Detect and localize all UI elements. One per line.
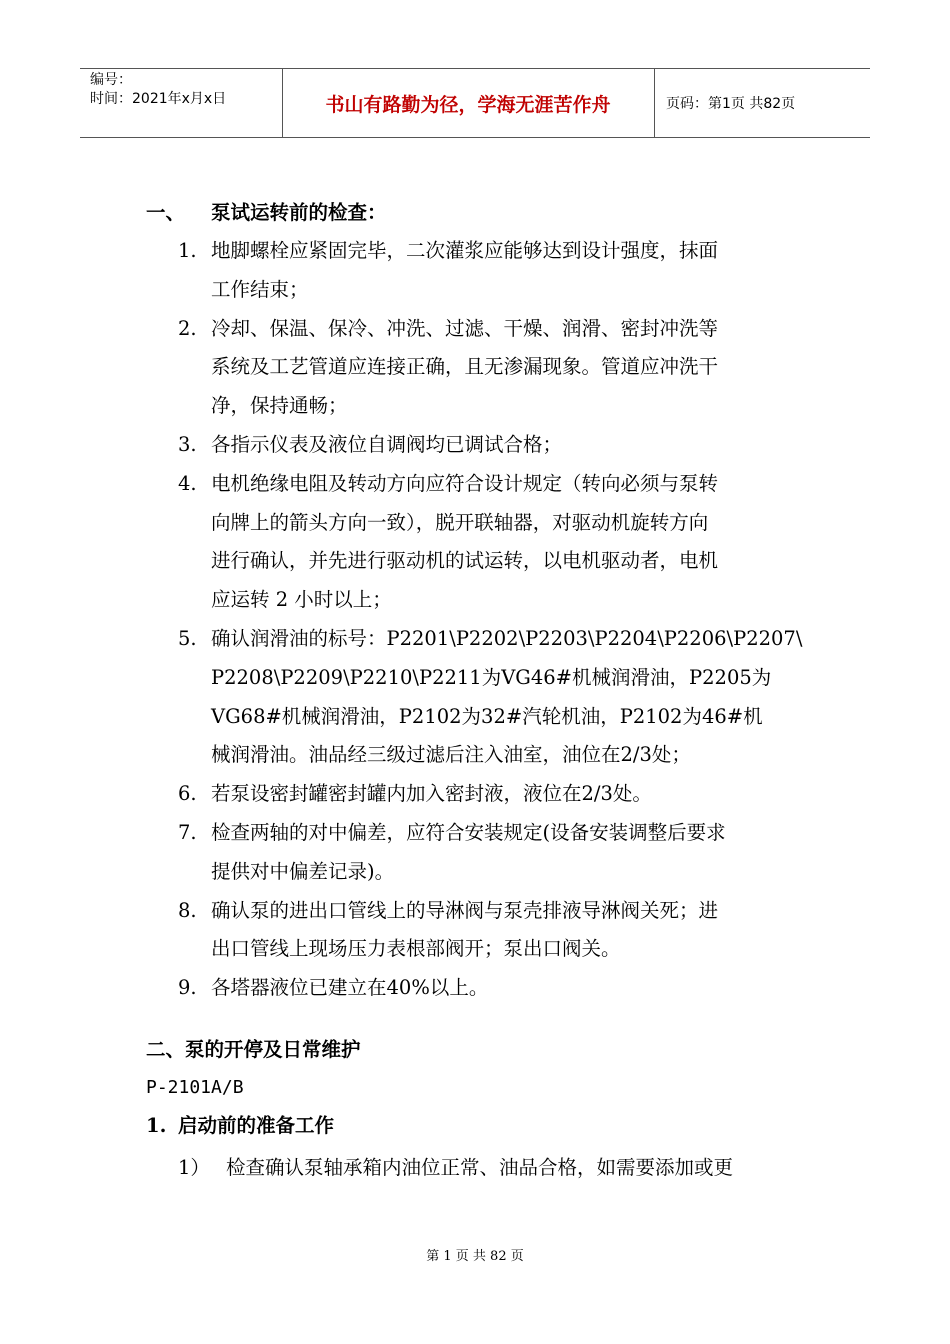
header-motto-cell (282, 69, 655, 137)
list-item-line: P2208\P2209\P2210\P2211为VG46#机械润滑油，P2205为 (211, 665, 772, 689)
list-item-line: 冷却、保温、保冷、冲洗、过滤、干燥、润滑、密封冲洗等 (211, 316, 719, 340)
section1-marker: 一、 (146, 201, 186, 224)
list-item-number: 5. (178, 627, 197, 650)
step-text: 检查确认泵轴承箱内油位正常、油品合格，如需要添加或更 (226, 1156, 734, 1179)
step-number: 1） (178, 1156, 210, 1179)
section2-title: 二、泵的开停及日常维护 (146, 1038, 361, 1061)
list-item-line: 向牌上的箭头方向一致），脱开联轴器，对驱动机旋转方向 (211, 510, 709, 534)
list-item-line: 确认润滑油的标号：P2201\P2202\P2203\P2204\P2206\P2207\ (211, 627, 803, 650)
list-item-line: 检查两轴的对中偏差，应符合安装规定(设备安装调整后要求 (211, 821, 726, 844)
list-item-number: 1. (178, 239, 197, 262)
list-item-line: 各塔器液位已建立在40%以上。 (211, 976, 489, 1000)
pump-id: P-2101A/B (146, 1077, 244, 1098)
page-footer: 第 1 页 共 82 页 (426, 1249, 524, 1264)
list-item-line: 系统及工艺管道应连接正确，且无渗漏现象。管道应冲洗干 (211, 355, 719, 379)
list-item-line: 工作结束； (211, 277, 309, 301)
list-item-number: 3. (178, 433, 197, 456)
list-item-line: 地脚螺栓应紧固完毕，二次灌浆应能够达到设计强度，抹面 (211, 239, 719, 262)
list-item-number: 2. (178, 316, 197, 340)
list-item-line: 提供对中偏差记录)。 (211, 859, 395, 883)
subsection-title: 启动前的准备工作 (178, 1114, 335, 1137)
list-item-line: 械润滑油。油品经三级过滤后注入油室，油位在2/3处； (211, 743, 691, 767)
list-item-line: 若泵设密封罐密封罐内加入密封液，液位在2/3处。 (211, 782, 652, 806)
list-item-number: 6. (178, 782, 197, 806)
list-item-number: 8. (178, 898, 197, 922)
page-header (80, 68, 870, 138)
list-item-line: VG68#机械润滑油，P2102为32#汽轮机油，P2102为46#机 (211, 704, 763, 728)
header-left-cell (80, 69, 283, 137)
list-item-number: 7. (178, 821, 197, 844)
list-item-line: 出口管线上现场压力表根部阀开；泵出口阀关。 (211, 937, 621, 961)
header-motto: 书山有路勤为径，学海无涯苦作舟 (325, 93, 611, 116)
subsection-number: 1. (146, 1114, 167, 1137)
list-item-line: 进行确认，并先进行驱动机的试运转，以电机驱动者，电机 (211, 549, 719, 573)
document-time-label: 时间：2021年x月x日 (90, 91, 227, 107)
list-item-line: 电机绝缘电阻及转动方向应符合设计规定（转向必须与泵转 (211, 471, 719, 495)
list-item-line: 确认泵的进出口管线上的导淋阀与泵壳排液导淋阀关死；进 (211, 898, 719, 922)
list-item-line: 应运转 2 小时以上； (211, 588, 392, 612)
section1-title: 泵试运转前的检查： (211, 201, 387, 224)
document-number-label: 编号： (90, 72, 132, 88)
list-item-line: 净，保持通畅； (211, 394, 348, 418)
list-item-line: 各指示仪表及液位自调阀均已调试合格； (211, 433, 563, 456)
header-page-info: 页码：第1页 共82页 (666, 96, 796, 112)
list-item-number: 9. (178, 976, 197, 1000)
list-item-number: 4. (178, 471, 197, 495)
